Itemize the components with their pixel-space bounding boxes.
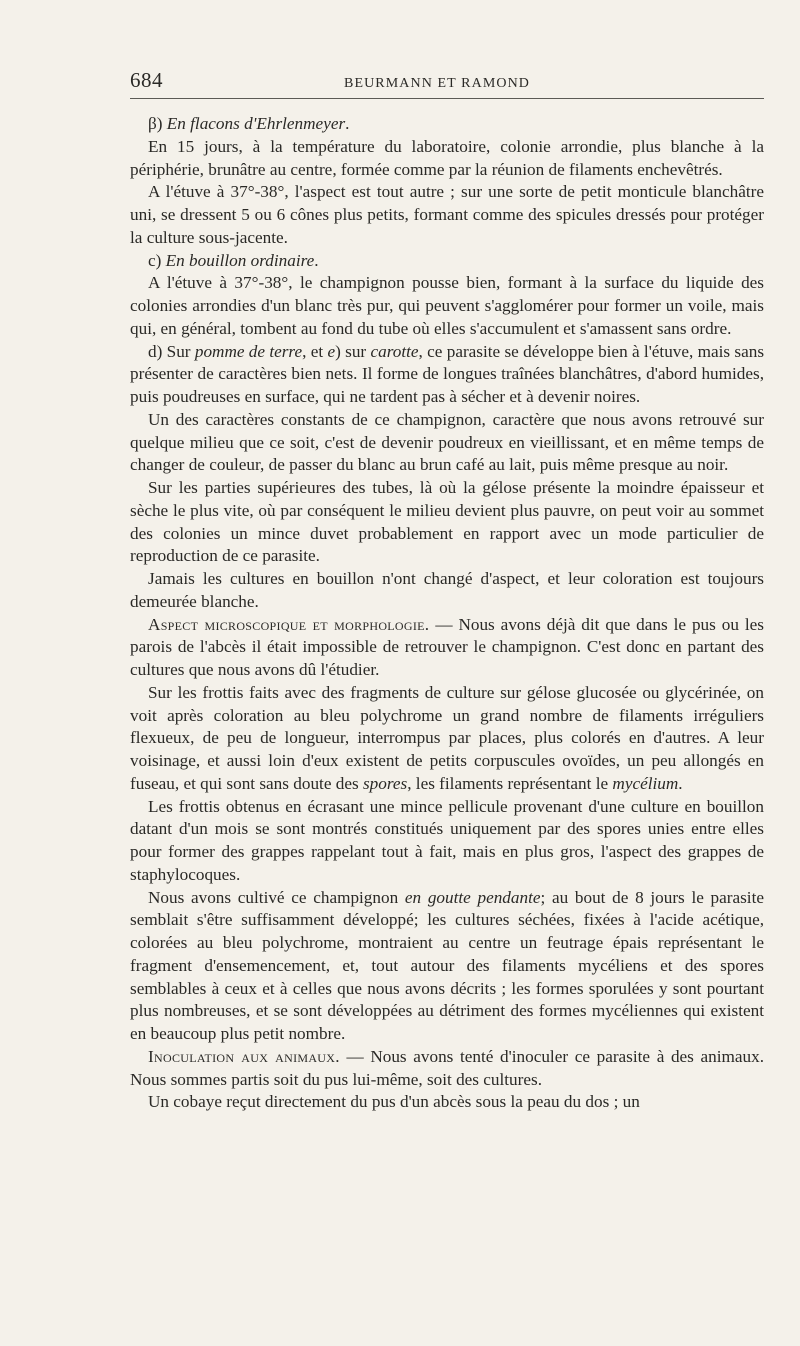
paragraph-aspect-microscopique — [130, 614, 764, 682]
italic-term: e — [327, 341, 336, 361]
text-segment: d) Sur — [148, 341, 195, 361]
paragraph-flacons-etuve: A l'étuve à 37°-38°, l'aspect est tout autre ; sur une sorte de petit monticule blanchâtre uni, se dressent 5 ou 6 cônes plus petits, formant comme des spicules dressés pour protéger la culture sous-jacente. — [130, 182, 764, 247]
paragraph-bouillon: A l'étuve à 37°-38°, le champignon pousse bien, formant à la surface du liquide des colonies arrondies d'un blanc très pur, qui peuvent s'agglomérer pour former un voile, mais qui, en général, tombent au fond du tube où elles s'accumulent et s'amassent sans ordre. — [130, 273, 764, 338]
subheading-flacons-punct: . — [345, 114, 350, 133]
subheading-bouillon-punct: . — [314, 250, 319, 270]
paragraph-flacons-room-temp: En 15 jours, à la température du laboratoire, colonie arrondie, plus blanche à la périphérie, brunâtre au centre, formée comme par la réunion de filaments enchevêtrés. — [130, 136, 764, 179]
paragraph-inoculation — [130, 1046, 764, 1092]
text-segment: Sur les frottis faits avec des fragments de culture sur gélose glucosée ou glycérinée, on voit après coloration au bleu polychrome un grand nombre de filaments irréguliers flexueux, de peu de longueur, interrompus par places, plus colorés en d'autres. A leur voisinage, et aussi loin d'eux existent de petits corpuscules ovoïdes, un peu allongés en fuseau, et qui sont sans doute des — [130, 682, 764, 793]
text-segment: — Nous avons tenté d'inoculer ce parasite à des animaux. Nous sommes partis soit du pus lui-même, soit des cultures. — [130, 1046, 765, 1089]
running-title: BEURMANN ET RAMOND — [344, 76, 530, 91]
text-segment: ) sur — [335, 341, 371, 361]
italic-term: spores — [362, 773, 408, 793]
paragraph-parties-superieures: Sur les parties supérieures des tubes, là où la gélose présente la moindre épaisseur et sèche le plus vite, où par conséquent le milieu devient plus pauvre, on peut voir au sommet des colonies un mince duvet probablement en rapport avec un mode particulier de reproduction de ce parasite. — [130, 478, 764, 566]
subheading-bouillon — [130, 250, 764, 273]
subheading-flacons — [130, 113, 764, 136]
article-body — [130, 113, 764, 1114]
italic-term: pomme de terre — [194, 341, 303, 361]
paragraph-jamais: Jamais les cultures en bouillon n'ont changé d'aspect, et leur coloration est toujours demeurée blanche. — [130, 569, 764, 611]
page-number: 684 — [130, 68, 163, 92]
page-content — [130, 68, 764, 1114]
text-segment: , et — [302, 341, 328, 361]
paragraph-frottis-gelose — [130, 682, 764, 796]
text-segment: Nous avons cultivé ce champignon — [148, 887, 405, 907]
text-segment: . — [678, 773, 683, 793]
subheading-bouillon-title: En bouillon ordinaire — [165, 250, 315, 270]
paragraph-frottis-bouillon: Les frottis obtenus en écrasant une mince pellicule provenant d'une culture en bouillon datant d'un mois se sont montrés constitués uniquement par des spores unies entre elles pour former des grappes rappelant tout à fait, mais en plus gros, l'aspect des grappes de staphylocoques. — [130, 796, 764, 884]
italic-term: carotte — [370, 341, 419, 361]
text-segment: , les filaments représentant le — [407, 773, 613, 793]
paragraph-caracteres-constants: Un des caractères constants de ce champignon, caractère que nous avons retrouvé sur quelque milieu que ce soit, c'est de devenir poudreux en vieillissant, et en même temps de changer de couleur, de passer du blanc au brun café au lait, puis même presque au noir. — [130, 409, 764, 475]
text-segment: , ce parasite se développe bien à l'étuve, mais sans présenter de caractères bien nets. Il forme de longues traînées blanchâtres, d'abord humides, puis poudreuses en surface, qui ne tardent pas à sécher et à devenir noires. — [130, 341, 765, 406]
text-segment: — Nous avons déjà dit que dans le pus ou les parois de l'abcès il était impossible de retrouver le champignon. C'est donc en partant des cultures que nous avons dû l'étudier. — [130, 614, 764, 679]
subheading-bouillon-label: c) — [148, 250, 166, 270]
running-head — [130, 68, 764, 99]
italic-term: en goutte pendante — [404, 887, 541, 907]
paragraph-cobaye: Un cobaye reçut directement du pus d'un abcès sous la peau du dos ; un — [148, 1092, 640, 1112]
section-heading-inoculation: Inoculation aux animaux. — [148, 1046, 340, 1066]
paragraph-goutte-pendante — [130, 887, 764, 1046]
section-heading-aspect: Aspect microscopique et morphologie. — [148, 614, 430, 634]
text-segment: ; au bout de 8 jours le parasite semblait s'être suffisamment développé; les cultures séchées, fixées à l'acide acétique, colorées au bleu polychrome, montraient au centre un feutrage épais représentant le fragment d'ensemencement, et, tout autour des filaments mycéliens et des spores semblables à ceux et à celles que nous avons décrits ; les formes sporulées y sont pourtant plus nombreuses, et se sont développées au détriment des formes mycéliennes qui existent en beaucoup plus petit nombre. — [130, 887, 764, 1043]
paragraph-pomme-carotte — [130, 341, 764, 409]
italic-term: mycélium — [612, 773, 679, 793]
subheading-flacons-title: En flacons d'Ehrlenmeyer — [166, 114, 346, 133]
subheading-flacons-label: β) — [148, 114, 167, 133]
